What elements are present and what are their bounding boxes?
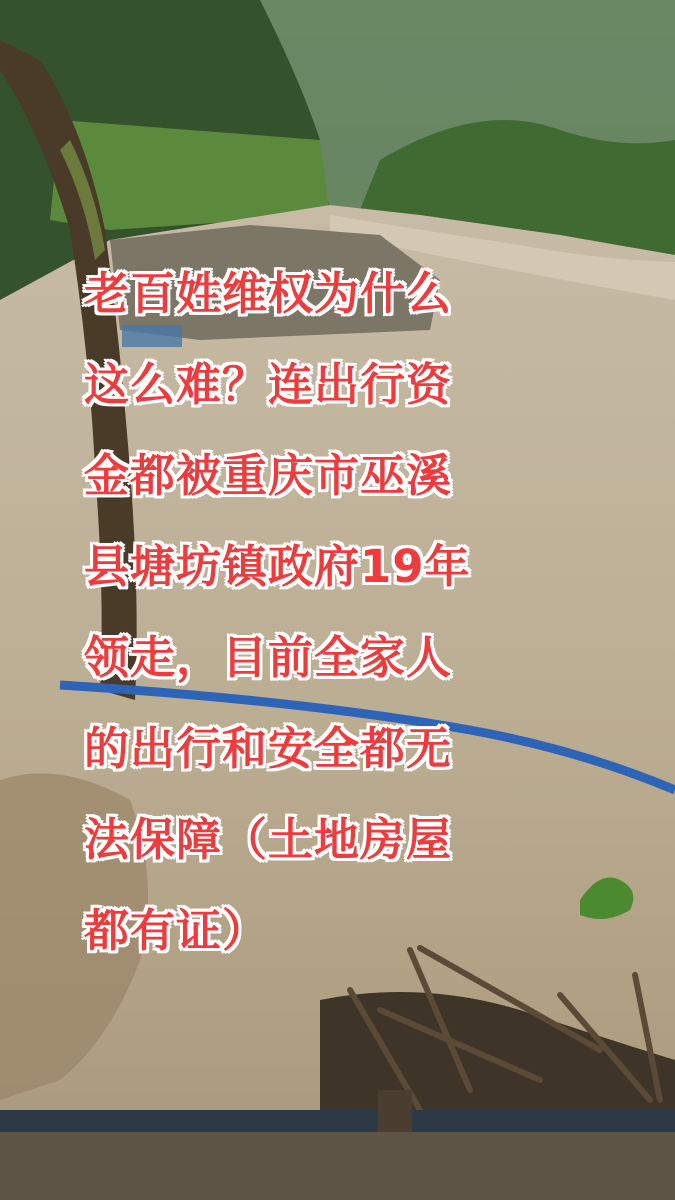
foreground-ground [0, 1132, 675, 1200]
overlay-caption: 老百姓维权为什么 这么难？连出行资 金都被重庆市巫溪 县塘坊镇政府19年 领走，目前全家人 的出行和安全都无 法保障（土地房屋 都有证） [84, 267, 471, 957]
railing-bar [0, 1110, 675, 1132]
